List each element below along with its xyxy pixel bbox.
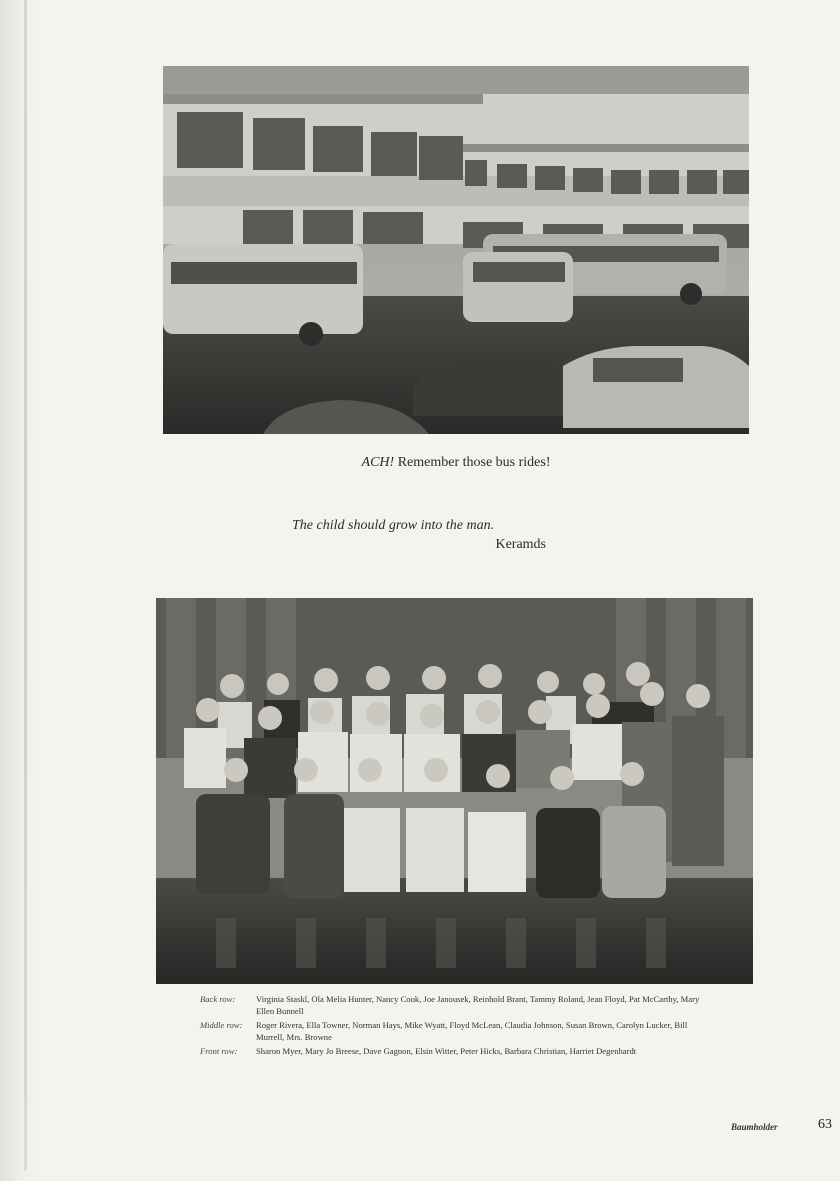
quote-block [292, 518, 552, 553]
quote-author: Keramds [495, 537, 546, 552]
row-names: Virginia Staskl, Ola Melia Hunter, Nancy Cook, Joe Janousek, Reinhold Brant, Tammy Roland, Jean Floyd, Pat McCarthy, Mary Ellen Bunnell [256, 994, 700, 1016]
names-row-front [200, 1046, 705, 1058]
class-names-list [200, 994, 705, 1061]
row-label: Middle row: [200, 1020, 243, 1030]
caption-emphasis: ACH! [361, 455, 395, 470]
bus-photo [163, 66, 749, 434]
bus-photo-caption [163, 455, 749, 471]
page-number: 63 [818, 1117, 832, 1132]
row-label: Front row: [200, 1046, 238, 1056]
class-group-photo [156, 598, 753, 984]
page-binding-edge [24, 0, 27, 1170]
quote-text: The child should grow into the man. [292, 518, 495, 533]
row-names: Sharon Myer, Mary Jo Breese, Dave Gagnon, Elsin Witter, Peter Hicks, Barbara Christian, Harriet Degenhardt [256, 1046, 637, 1056]
names-row-back [200, 994, 705, 1017]
footer-section-name: Baumholder [731, 1122, 778, 1132]
names-row-middle [200, 1020, 705, 1043]
page-spine-shadow [0, 0, 36, 1181]
row-label: Back row: [200, 994, 236, 1004]
caption-text: Remember those bus rides! [394, 455, 551, 470]
row-names: Roger Rivera, Ella Towner, Norman Hays, Mike Wyatt, Floyd McLean, Claudia Johnson, Susan Brown, Carolyn Lucker, Bill Murrell, Mrs. Browne [256, 1020, 688, 1042]
